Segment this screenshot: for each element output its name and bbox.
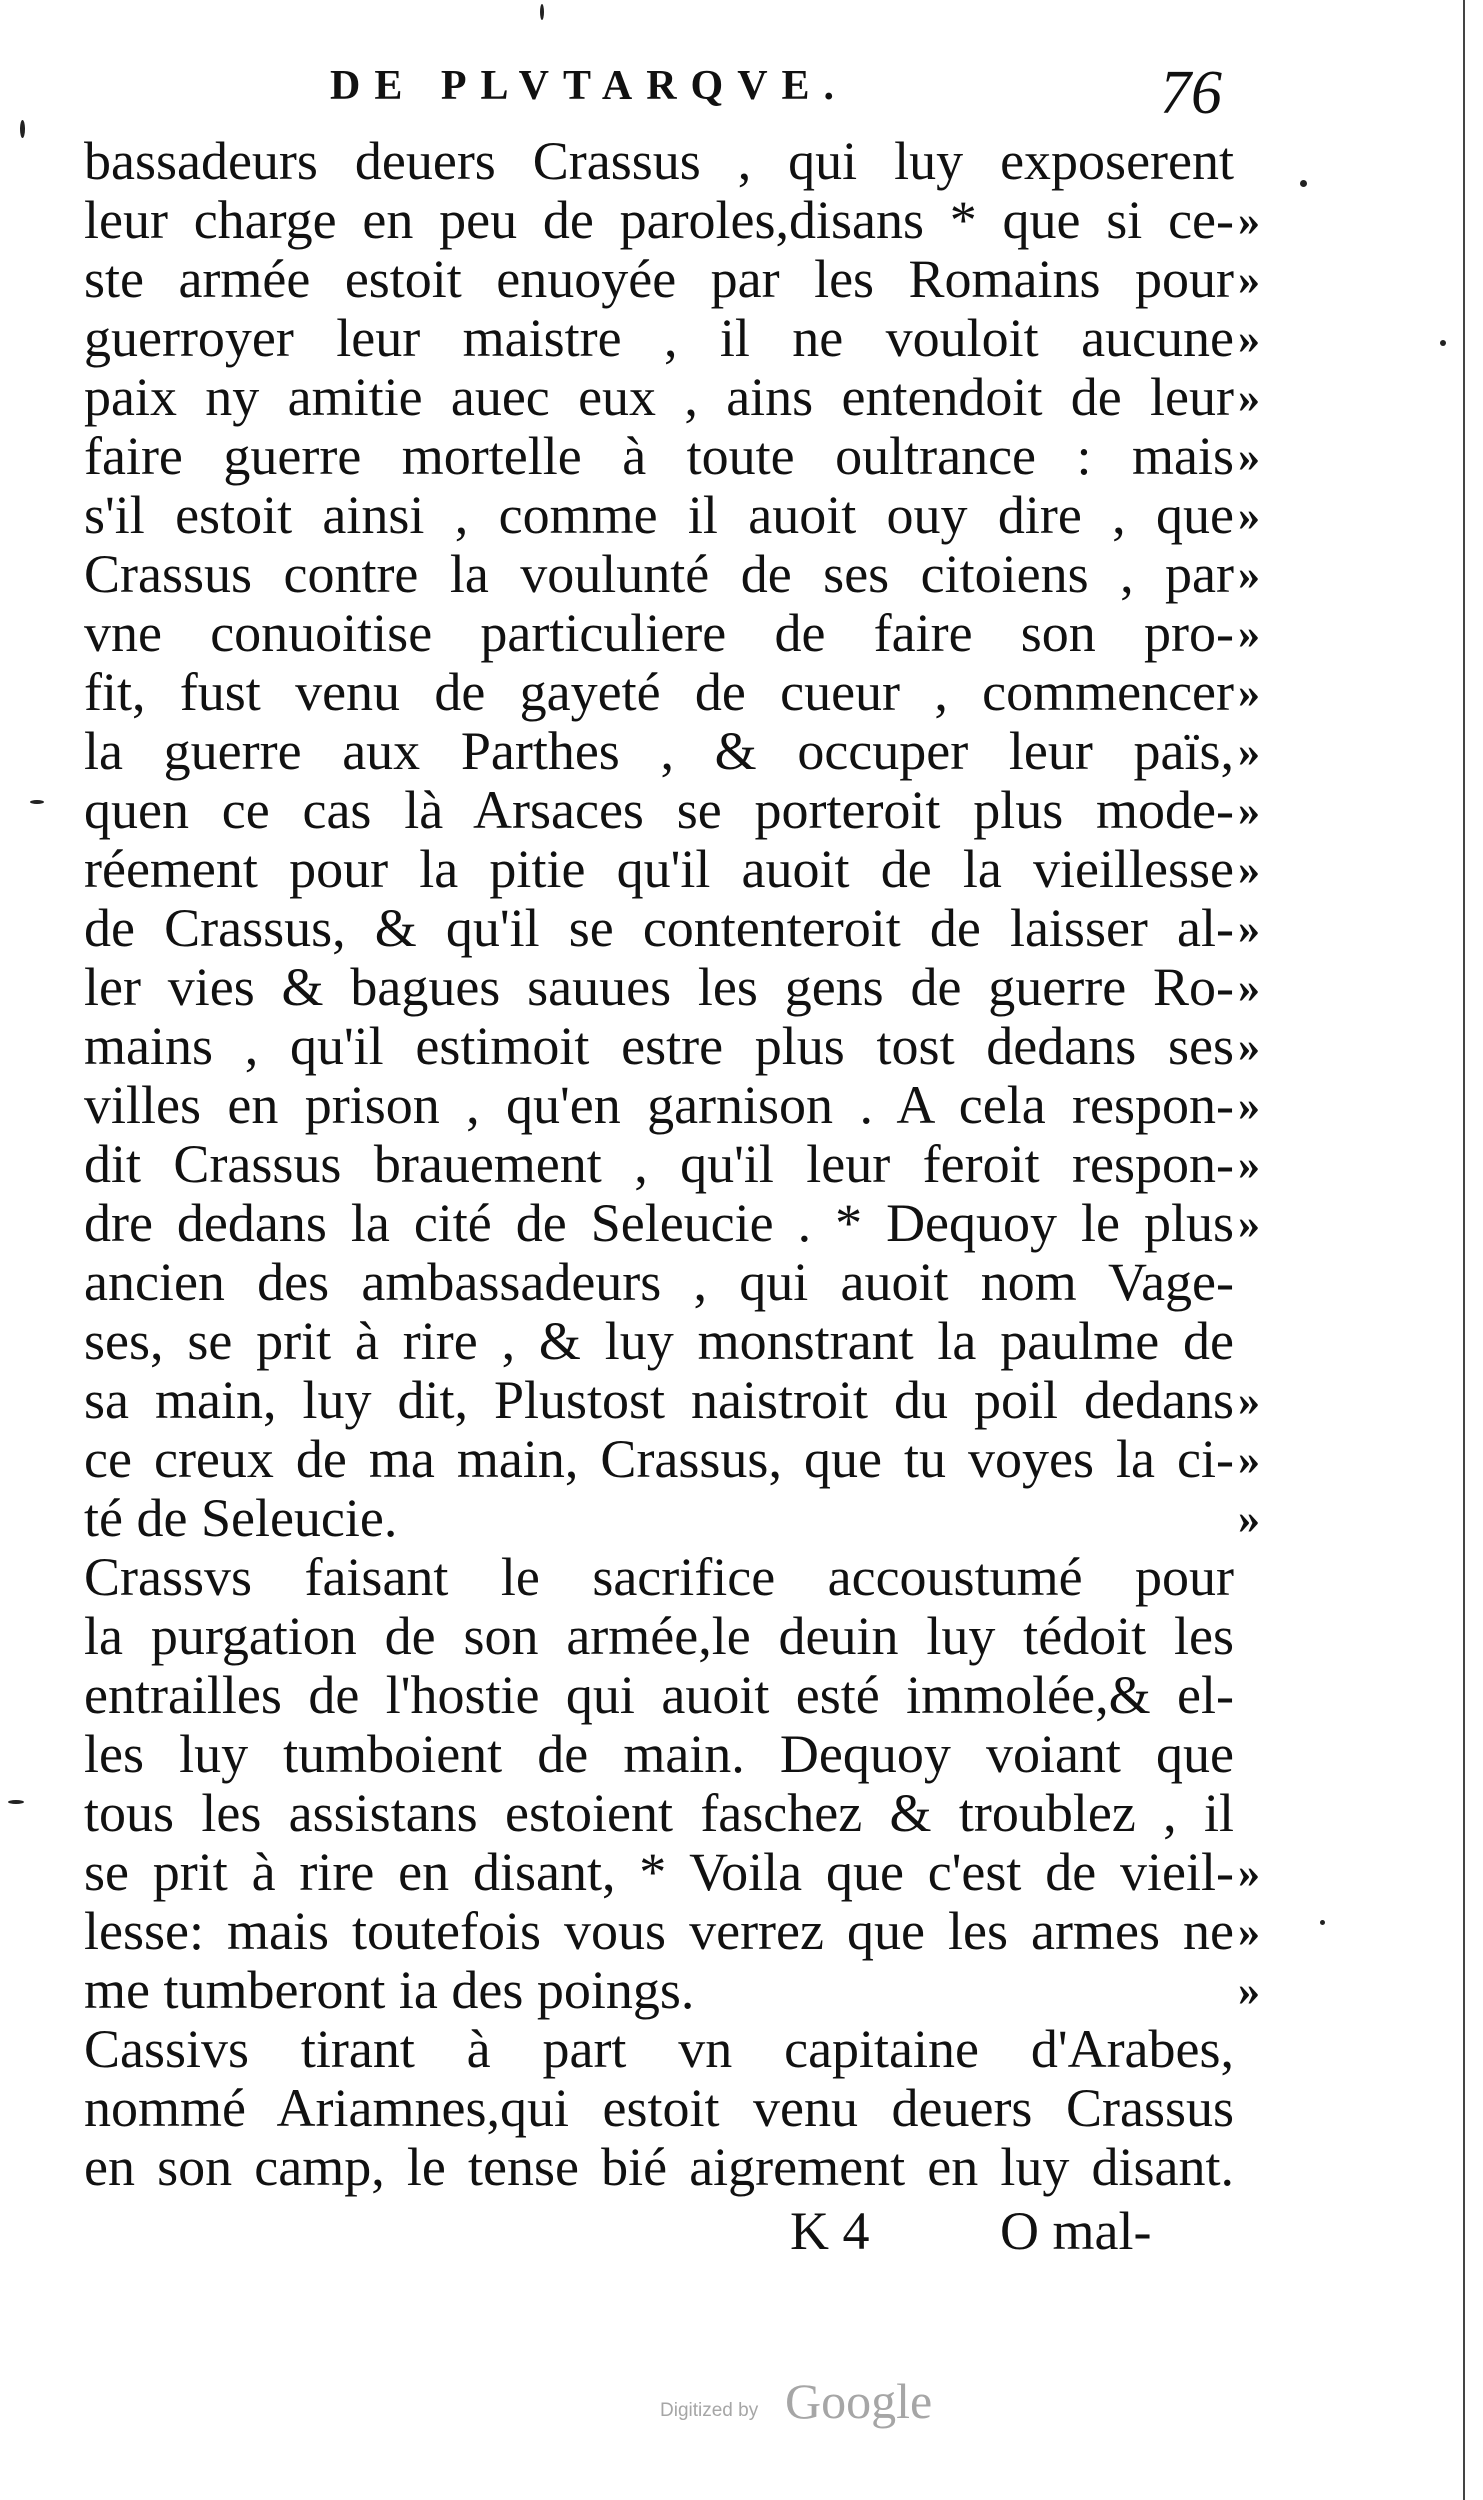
text-line: mains , qu'il estimoit estre plus tost dedans ses [84,1016,1234,1076]
quote-mark: » [1238,1199,1260,1248]
text-line: bassadeurs deuers Crassus , qui luy exposerent [84,131,1234,191]
text-line: Crassvs faisant le sacrifice accoustumé pour [84,1547,1234,1607]
text-line: les luy tumboient de main. Dequoy voiant que [84,1724,1234,1784]
text-line: Cassivs tirant à part vn capitaine d'Arabes, [84,2019,1234,2079]
digitization-watermark [660,2373,990,2430]
quote-mark: » [1238,373,1260,422]
page-number: 76 [1160,59,1222,127]
text-line: villes en prison , qu'en garnison . A cela respon- [84,1075,1234,1135]
quote-mark [1238,2079,1318,2138]
quote-mark: » [1238,1848,1260,1897]
text-line: la purgation de son armée,le deuin luy tédoit les [84,1606,1234,1666]
quote-mark: » [1238,1966,1260,2015]
text-line: faire guerre mortelle à toute oultrance : mais [84,426,1234,486]
ink-speck [1300,180,1307,187]
ink-speck [20,120,25,138]
quote-mark [1238,2020,1318,2079]
text-line: sa main, luy dit, Plustost naistroit du poil dedans [84,1370,1234,1430]
quote-mark [1238,1666,1318,1725]
text-line: ste armée estoit enuoyée par les Romains pour [84,249,1234,309]
quote-mark: » [1238,314,1260,363]
quote-mark [1238,1784,1318,1843]
body-text [84,132,1234,2197]
catchword: O mal- [1000,2201,1152,2261]
quote-mark: » [1238,609,1260,658]
running-title: DE PLVTARQVE. [330,63,849,109]
ink-speck [8,1800,24,1804]
ink-speck [1440,340,1446,346]
quote-mark: » [1238,786,1260,835]
text-line: paix ny amitie auec eux , ains entendoit de leur [84,367,1234,427]
quote-mark: » [1238,1494,1260,1543]
text-line: guerroyer leur maistre , il ne vouloit aucune [84,308,1234,368]
quote-mark: » [1238,1907,1260,1956]
text-line: leur charge en peu de paroles,disans * que si ce- [84,190,1234,250]
text-line: dre dedans la cité de Seleucie . * Dequoy le plus [84,1193,1234,1253]
text-line: ce creux de ma main, Crassus, que tu voyes la ci- [84,1429,1234,1489]
text-line: ses, se prit à rire , & luy monstrant la paulme de [84,1311,1234,1371]
text-line: ler vies & bagues sauues les gens de guerre Ro- [84,957,1234,1017]
text-line: réement pour la pitie qu'il auoit de la vieillesse [84,839,1234,899]
quote-mark: » [1238,668,1260,717]
text-line-paragraph-end: me tumberont ia des poings. [84,1960,695,2020]
ink-speck [30,800,44,804]
text-line: Crassus contre la voulunté de ses citoiens , par [84,544,1234,604]
quote-mark: » [1238,432,1260,481]
text-line: lesse: mais toutefois vous verrez que les armes ne [84,1901,1234,1961]
text-line: entrailles de l'hostie qui auoit esté immolée,& el- [84,1665,1234,1725]
quote-mark: » [1238,255,1260,304]
quote-mark: » [1238,1022,1260,1071]
text-line: tous les assistans estoient faschez & troublez , il [84,1783,1234,1843]
text-line: se prit à rire en disant, * Voila que c'est de vieil- [84,1842,1234,1902]
quote-mark: » [1238,727,1260,776]
quote-mark: » [1238,845,1260,894]
text-line: fit, fust venu de gayeté de cueur , commencer [84,662,1234,722]
quote-mark: » [1238,550,1260,599]
quote-mark: » [1238,963,1260,1012]
text-line-paragraph-end: té de Seleucie. [84,1488,398,1548]
quote-mark [1238,1607,1318,1666]
text-line: s'il estoit ainsi , comme il auoit ouy dire , que [84,485,1234,545]
text-line: ancien des ambassadeurs , qui auoit nom Vage- [84,1252,1234,1312]
ink-speck [540,4,544,20]
quote-mark [1238,2138,1318,2197]
ink-speck [1320,1920,1325,1925]
watermark-logo: Google [785,2373,933,2429]
text-line: la guerre aux Parthes , & occuper leur païs, [84,721,1234,781]
quote-mark: » [1238,1435,1260,1484]
quote-mark [1238,1312,1318,1371]
watermark-prefix: Digitized by [660,2400,759,2421]
text-line: nommé Ariamnes,qui estoit venu deuers Crassus [84,2078,1234,2138]
text-line: dit Crassus brauement , qu'il leur feroit respon- [84,1134,1234,1194]
quote-mark: » [1238,491,1260,540]
quote-mark [1238,1725,1318,1784]
text-line: vne conuoitise particuliere de faire son pro- [84,603,1234,663]
text-line: en son camp, le tense bié aigrement en luy disant. [84,2137,1234,2197]
quote-mark: » [1238,1376,1260,1425]
quote-mark: » [1238,904,1260,953]
quote-mark: » [1238,196,1260,245]
marginal-quote-marks [1238,132,1318,2197]
quote-mark: » [1238,1081,1260,1130]
quote-mark [1238,1253,1318,1312]
quote-mark [1238,1548,1318,1607]
page-edge-shadow [1463,0,1465,2500]
text-line: quen ce cas là Arsaces se porteroit plus mode- [84,780,1234,840]
text-line: de Crassus, & qu'il se contenteroit de laisser al- [84,898,1234,958]
signature-mark: K 4 [790,2201,870,2261]
quote-mark: » [1238,1140,1260,1189]
